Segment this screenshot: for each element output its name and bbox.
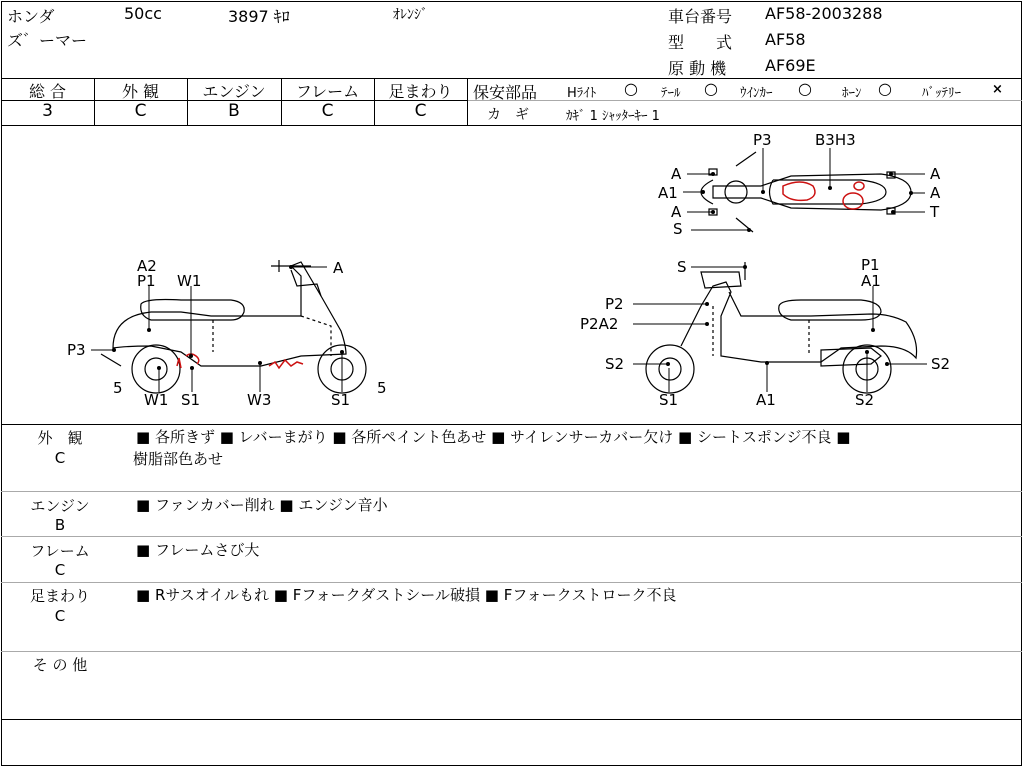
safety-mark-winker: ○ xyxy=(798,79,812,98)
label-a-top-r1: A xyxy=(930,165,941,183)
key-value: ｶｷﾞ 1 ｼｬｯﾀｰｷｰ 1 xyxy=(566,109,660,124)
safety-item-tail: ﾃｰﾙ xyxy=(661,86,681,101)
label-p3-left: P3 xyxy=(67,341,86,359)
label-p2-right: P2 xyxy=(605,295,624,313)
grade-engine: B xyxy=(228,101,240,121)
maker: ホンダ xyxy=(7,7,55,26)
label-b3h3: B3H3 xyxy=(815,131,856,149)
label-w1-left-top: W1 xyxy=(177,272,202,290)
safety-mark-horn: ○ xyxy=(878,79,892,98)
label-a-top-r2: A xyxy=(930,184,941,202)
divider xyxy=(1,424,1022,425)
section-grade: C xyxy=(54,607,66,625)
label-a-left-top: A xyxy=(333,259,344,277)
grade-header-suspension: 足まわり xyxy=(388,82,453,101)
divider xyxy=(1,491,1022,492)
divider xyxy=(1,536,1022,537)
label-a1-right-bot: A1 xyxy=(756,391,776,409)
frame-no: AF58-2003288 xyxy=(765,4,883,23)
label-p1-right: P1 xyxy=(861,256,880,274)
grade-exterior: C xyxy=(134,101,147,121)
grade-frame: C xyxy=(321,101,334,121)
label-s1-left-bot: S1 xyxy=(181,391,201,409)
divider xyxy=(1,719,1022,720)
section-grade: C xyxy=(54,449,66,467)
label-5-right: 5 xyxy=(377,379,387,397)
safety-mark-battery: × xyxy=(992,82,1003,97)
section-title: エンジン xyxy=(30,497,90,515)
grade-header-overall: 総 合 xyxy=(28,82,67,101)
label-a-top-l2: A xyxy=(671,203,682,221)
divider xyxy=(1,582,1022,583)
section-title: フレーム xyxy=(30,542,90,560)
model-name: ズ゛ーマー xyxy=(7,31,88,50)
scooter-top-view xyxy=(701,152,911,232)
label-p2a2-right: P2A2 xyxy=(580,315,619,333)
damage-marks-top xyxy=(783,182,864,209)
safety-mark-tail: ○ xyxy=(704,79,718,98)
defect-text: ■ 各所きず ■ レバーまがり ■ 各所ペイント色あせ ■ サイレンサーカバー欠け ■ シートスポンジ不良 ■ xyxy=(136,428,851,446)
label-w3-left: W3 xyxy=(247,391,272,409)
label-s2-right-bot: S2 xyxy=(855,391,875,409)
label-s2-right-l: S2 xyxy=(605,355,625,373)
label-a1-top: A1 xyxy=(658,184,678,202)
safety-title: 保安部品 xyxy=(473,83,538,102)
label-a-top-l1: A xyxy=(671,165,682,183)
defect-text: 樹脂部色あせ xyxy=(133,450,224,468)
grade-overall: 3 xyxy=(42,101,53,121)
damage-diagram xyxy=(1,126,1022,424)
top-view-leaders xyxy=(683,148,925,230)
label-s1-right: S1 xyxy=(659,391,679,409)
label-s-right-top: S xyxy=(677,258,687,276)
safety-item-horn: ﾎｰﾝ xyxy=(842,86,862,101)
label-t-top: T xyxy=(930,203,940,221)
label-s-top: S xyxy=(673,220,683,238)
engine-label: 原 動 機 xyxy=(668,59,727,78)
safety-item-battery: ﾊﾞｯﾃﾘｰ xyxy=(922,86,961,101)
label-w1-left-bot: W1 xyxy=(144,391,169,409)
grade-header-frame: フレーム xyxy=(295,82,360,101)
frame-no-label: 車台番号 xyxy=(668,7,733,26)
label-p3-top: P3 xyxy=(753,131,772,149)
divider xyxy=(467,78,468,125)
defect-text: ■ フレームさび大 xyxy=(136,541,260,559)
color: ｵﾚﾝｼﾞ xyxy=(393,7,428,23)
section-grade: C xyxy=(54,561,66,579)
safety-mark-headlight: ○ xyxy=(624,79,638,98)
grade-header-engine: エンジン xyxy=(202,82,266,101)
grade-header-exterior: 外 観 xyxy=(121,82,160,101)
displacement: 50cc xyxy=(124,4,162,23)
section-title: 足まわり xyxy=(29,587,90,605)
label-a1-right: A1 xyxy=(861,272,881,290)
right-view-leaders xyxy=(633,267,927,392)
defect-text: ■ Rサスオイルもれ ■ Fフォークダストシール破損 ■ Fフォークストローク不良 xyxy=(136,586,677,604)
type-value: AF58 xyxy=(765,30,806,49)
engine-value: AF69E xyxy=(765,56,816,75)
type-label: 型 式 xyxy=(668,33,733,52)
safety-item-winker: ｳｲﾝｶｰ xyxy=(740,86,773,101)
label-s2-right-r: S2 xyxy=(931,355,951,373)
mileage: 3897 ｷﾛ xyxy=(228,7,290,26)
safety-item-headlight: Hﾗｲﾄ xyxy=(567,86,597,101)
label-p1-left: P1 xyxy=(137,272,156,290)
section-grade: B xyxy=(54,516,66,534)
divider xyxy=(1,651,1022,652)
key-label: カ ギ xyxy=(487,107,529,123)
section-title: そ の 他 xyxy=(32,656,88,674)
defect-text: ■ ファンカバー削れ ■ エンジン音小 xyxy=(136,496,388,514)
section-title: 外 観 xyxy=(37,429,83,447)
label-5-left: 5 xyxy=(113,379,123,397)
label-a2-left: A2 xyxy=(137,257,157,275)
label-s1-left-r: S1 xyxy=(331,391,351,409)
grade-suspension: C xyxy=(414,101,427,121)
